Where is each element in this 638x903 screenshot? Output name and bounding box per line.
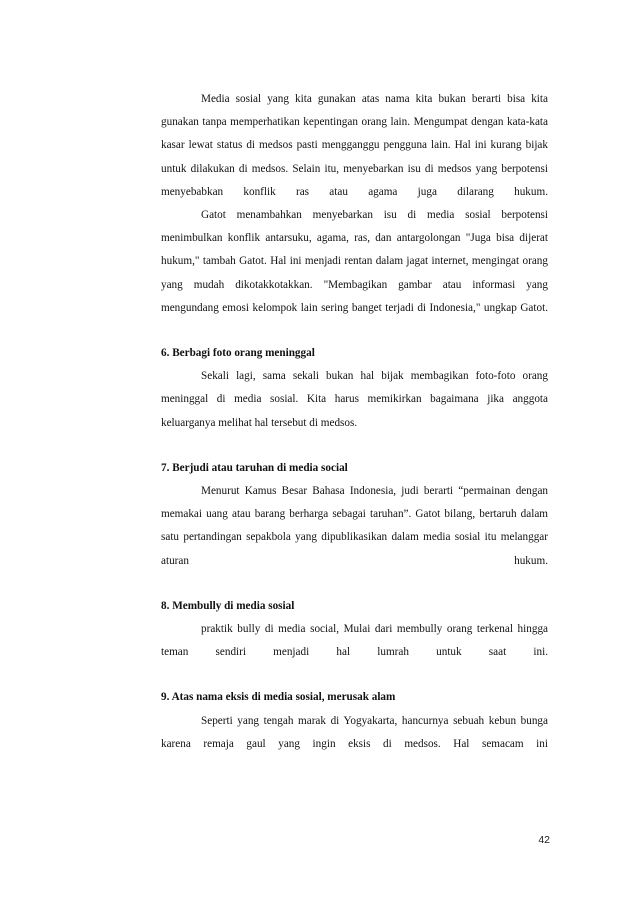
section-spacer (161, 664, 548, 686)
section-spacer (161, 320, 548, 342)
section-text-7: Menurut Kamus Besar Bahasa Indonesia, judi berarti “permainan dengan memakai uang atau barang berharga sebagai taruhan”. Gatot bilang, bertaruh dalam satu pertandingan sepakbola yang dipublikasikan dalam media sosial itu melanggar aturan hukum. (161, 485, 548, 567)
section-heading-7: 7. Berjudi atau taruhan di media social (161, 461, 348, 474)
section-text-6: Sekali lagi, sama sekali bukan hal bijak membagikan foto-foto orang meninggal di media sosial. Kita harus memikirkan bagaimana jika anggota keluarganya melihat hal tersebut di medsos. (161, 370, 548, 429)
page-content (161, 88, 548, 756)
section-spacer (161, 573, 548, 595)
section-heading-9: 9. Atas nama eksis di media sosial, merusak alam (161, 691, 396, 704)
section-text-8: praktik bully di media social, Mulai dari membully orang terkenal hingga teman sendiri menjadi hal lumrah untuk saat ini. (161, 623, 548, 659)
paragraph-intro-2: Gatot menambahkan menyebarkan isu di media sosial berpotensi menimbulkan konflik antarsuku, agama, ras, dan antargolongan "Juga bisa dijerat hukum," tambah Gatot. Hal ini menjadi rentan dalam jagat internet, mengingat orang yang mudah dikotakkotakkan. "Membagikan gambar atau informasi yang mengundang emosi kelompok lain sering banget terjadi di Indonesia," ungkap Gatot. (161, 209, 548, 314)
section-heading-8: 8. Membully di media sosial (161, 599, 295, 612)
section-text-9: Seperti yang tengah marak di Yogyakarta, hancurnya sebuah kebun bunga karena remaja gaul yang ingin eksis di medsos. Hal semacam ini (161, 714, 548, 750)
section-spacer (161, 435, 548, 457)
paragraph-intro-1: Media sosial yang kita gunakan atas nama kita bukan berarti bisa kita gunakan tanpa memperhatikan kepentingan orang lain. Mengumpat dengan kata-kata kasar lewat status di medsos pasti mengganggu pengguna lain. Hal ini kurang bijak untuk dilakukan di medsos. Selain itu, menyebarkan isu di medsos yang berpotensi menyebabkan konflik ras atau agama juga dilarang hukum. (161, 93, 548, 198)
section-heading-6: 6. Berbagi foto orang meninggal (161, 347, 315, 360)
page-number: 42 (538, 834, 550, 846)
